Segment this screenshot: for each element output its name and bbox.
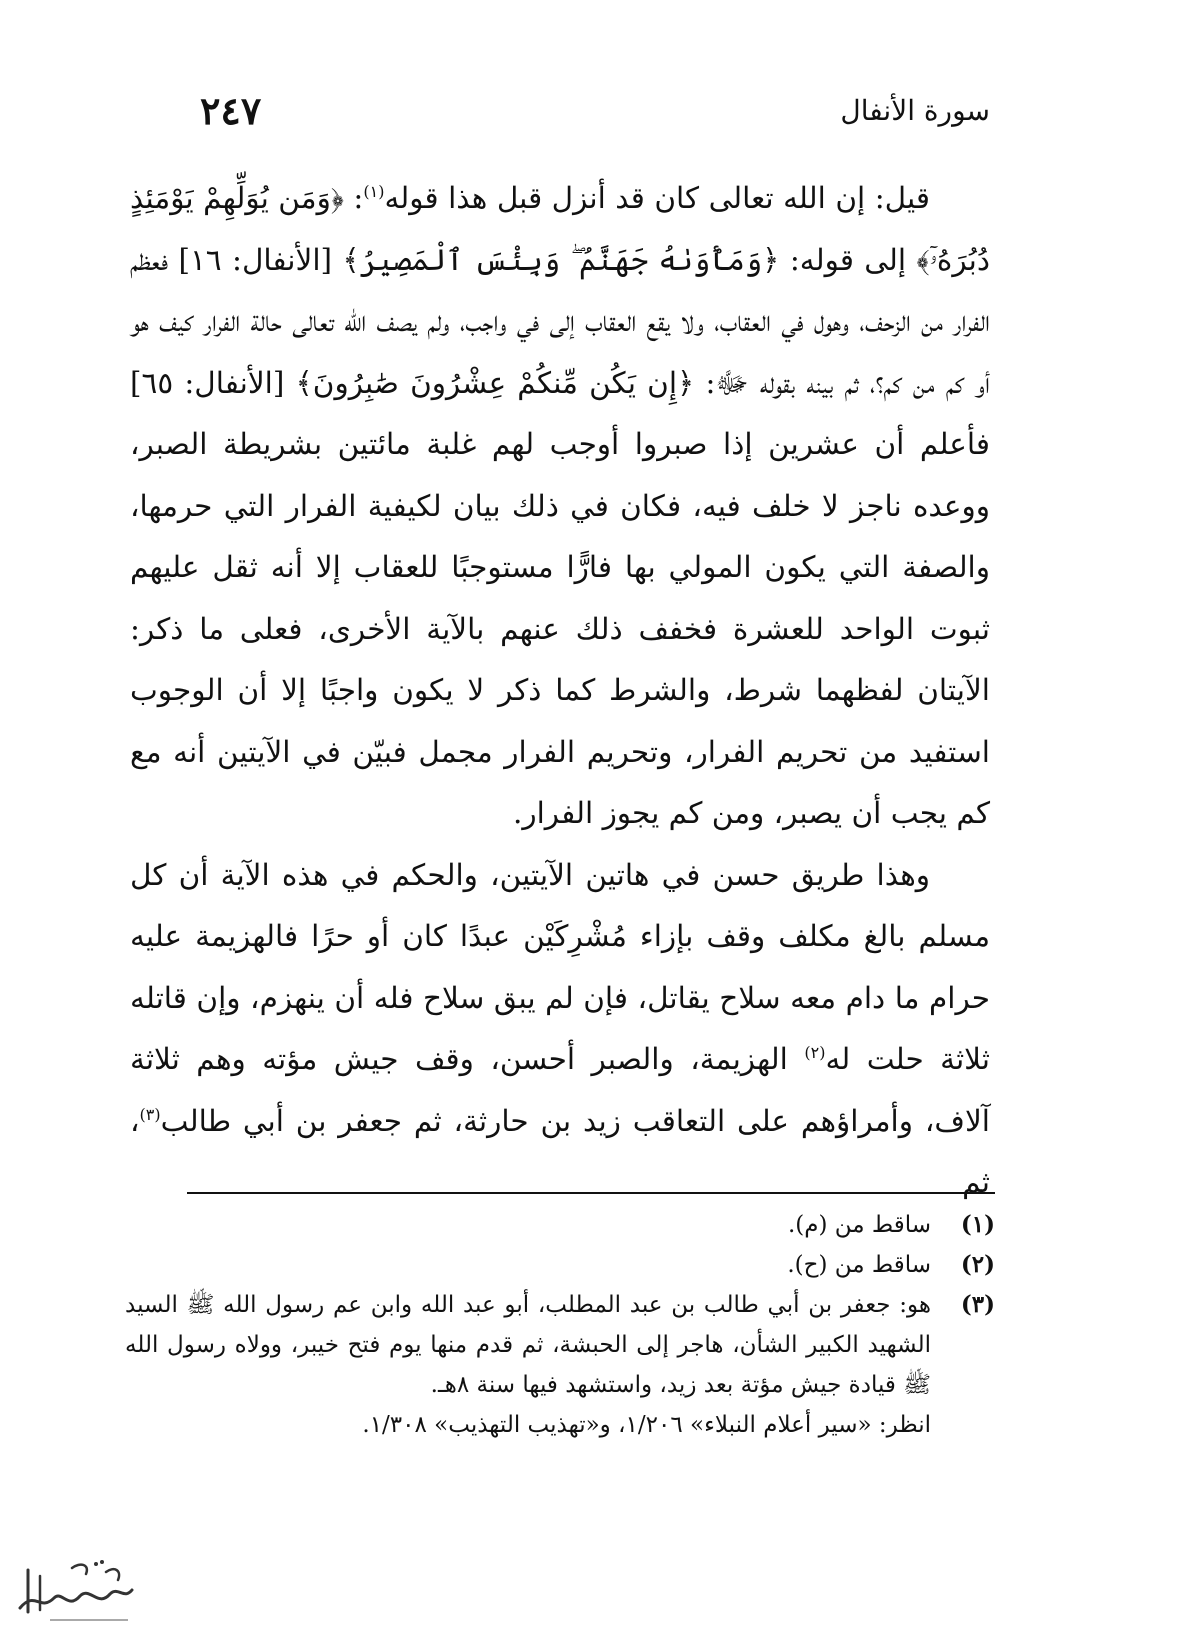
text-run: [الأنفال: ١٦] فعظم الفرار من الزحف، وهول في العقاب، ولا يقع العقاب إلى في واجب، ولم يصف الله تعالى حالة الفرار كيف هو أو كم من كم؟، ثم بينه بقوله ﷻ:: [130, 242, 991, 400]
footnote-item: [125, 1245, 995, 1285]
footnote-ref: (٢): [804, 1043, 826, 1063]
publisher-logo-icon: [10, 1550, 140, 1632]
text-run: إلى قوله:: [779, 242, 917, 277]
footnote-ref: (٣): [139, 1104, 161, 1124]
page-number: ٢٤٧: [200, 88, 262, 133]
text-run: قيل: إن الله تعالى كان قد أنزل قبل هذا قوله: [384, 181, 930, 215]
footnote-text: انظر: «سير أعلام النبلاء» ١/٢٠٦، و«تهذيب التهذيب» ١/٣٠٨.: [362, 1412, 931, 1438]
text-run: [الأنفال: ٦٥] فأعلم أن عشرين إذا صبروا أوجب لهم غلبة مائتين بشريطة الصبر، ووعده ناجز لا خلف فيه، فكان في ذلك بيان لكيفية الفرار التي حرمها، والصفة التي يكون المولي بها فارًّا مستوجبًا للعقاب إلا أنه ثقل عليهم ثبوت الواحد للعشرة فخفف ذلك عنهم بالآية الأخرى، فعلى ما ذكر: الآيتان لفظهما شرط، والشرط كما ذكر لا يكون واجبًا إلا أن الوجوب استفيد من تحريم الفرار، وتحريم الفرار مجمل فبيّن في الآيتين أنه مع كم يجب أن يصبر، ومن كم يجوز الفرار.: [130, 365, 990, 830]
footnote-number: (٣): [960, 1291, 995, 1318]
footnote-item: [125, 1285, 995, 1405]
text-run: الهزيمة، والصبر أحسن، وقف جيش مؤته وهم ثلاثة آلاف، وأمراؤهم على التعاقب زيد بن حارثة، ثم جعفر بن أبي طالب: [130, 1042, 990, 1138]
quran-verse: ﴿وَمَن يُوَلِّهِمْ يَوْمَئِذٍ دُبُرَهُۥٓ﴾: [130, 181, 990, 277]
footnote-number: (١): [960, 1211, 995, 1238]
footnote-text: ساقط من (ح).: [787, 1252, 931, 1278]
footnotes: [125, 1205, 995, 1445]
running-title: سورة الأنفال: [840, 94, 990, 127]
footnote-item: [125, 1205, 995, 1245]
footnote-item: [125, 1405, 995, 1445]
paragraph: [130, 845, 990, 1214]
text-run: وهذا طريق حسن في هاتين الآيتين، والحكم في هذه الآية أن كل مسلم بالغ مكلف وقف بإزاء مُشْرِكَيْن عبدًا كان أو حرًا فالهزيمة عليه حرام ما دام معه سلاح يقاتل، فإن لم يبق سلاح فله أن ينهزم، وإن قاتله ثلاثة حلت له: [130, 857, 990, 1076]
quran-verse: ﴿إِن يَكُن مِّنكُمْ عِشْرُونَ صَٰبِرُونَ﴾: [295, 365, 695, 400]
footnote-text: ساقط من (م).: [787, 1212, 931, 1238]
text-run: ، ثم: [130, 1103, 990, 1199]
footnote-number: (٢): [960, 1251, 995, 1278]
quran-verse: ﴿وَمَأْوَىٰهُ جَهَنَّمُ ۖ وَبِئْسَ ٱلْمَصِيرُ﴾: [342, 242, 780, 277]
text-run: :: [343, 181, 364, 215]
footnote-ref: (١): [363, 182, 385, 202]
paragraph: [130, 168, 990, 845]
footnote-divider: [187, 1192, 995, 1194]
main-text: [130, 168, 990, 1214]
page-header: [200, 88, 990, 138]
footnote-text: هو: جعفر بن أبي طالب بن عبد المطلب، أبو عبد الله وابن عم رسول الله ﷺ السيد الشهيد الكبير الشأن، هاجر إلى الحبشة، ثم قدم منها يوم فتح خيبر، وولاه رسول الله ﷺ قيادة جيش مؤتة بعد زيد، واستشهد فيها سنة ٨هـ.: [125, 1292, 931, 1398]
